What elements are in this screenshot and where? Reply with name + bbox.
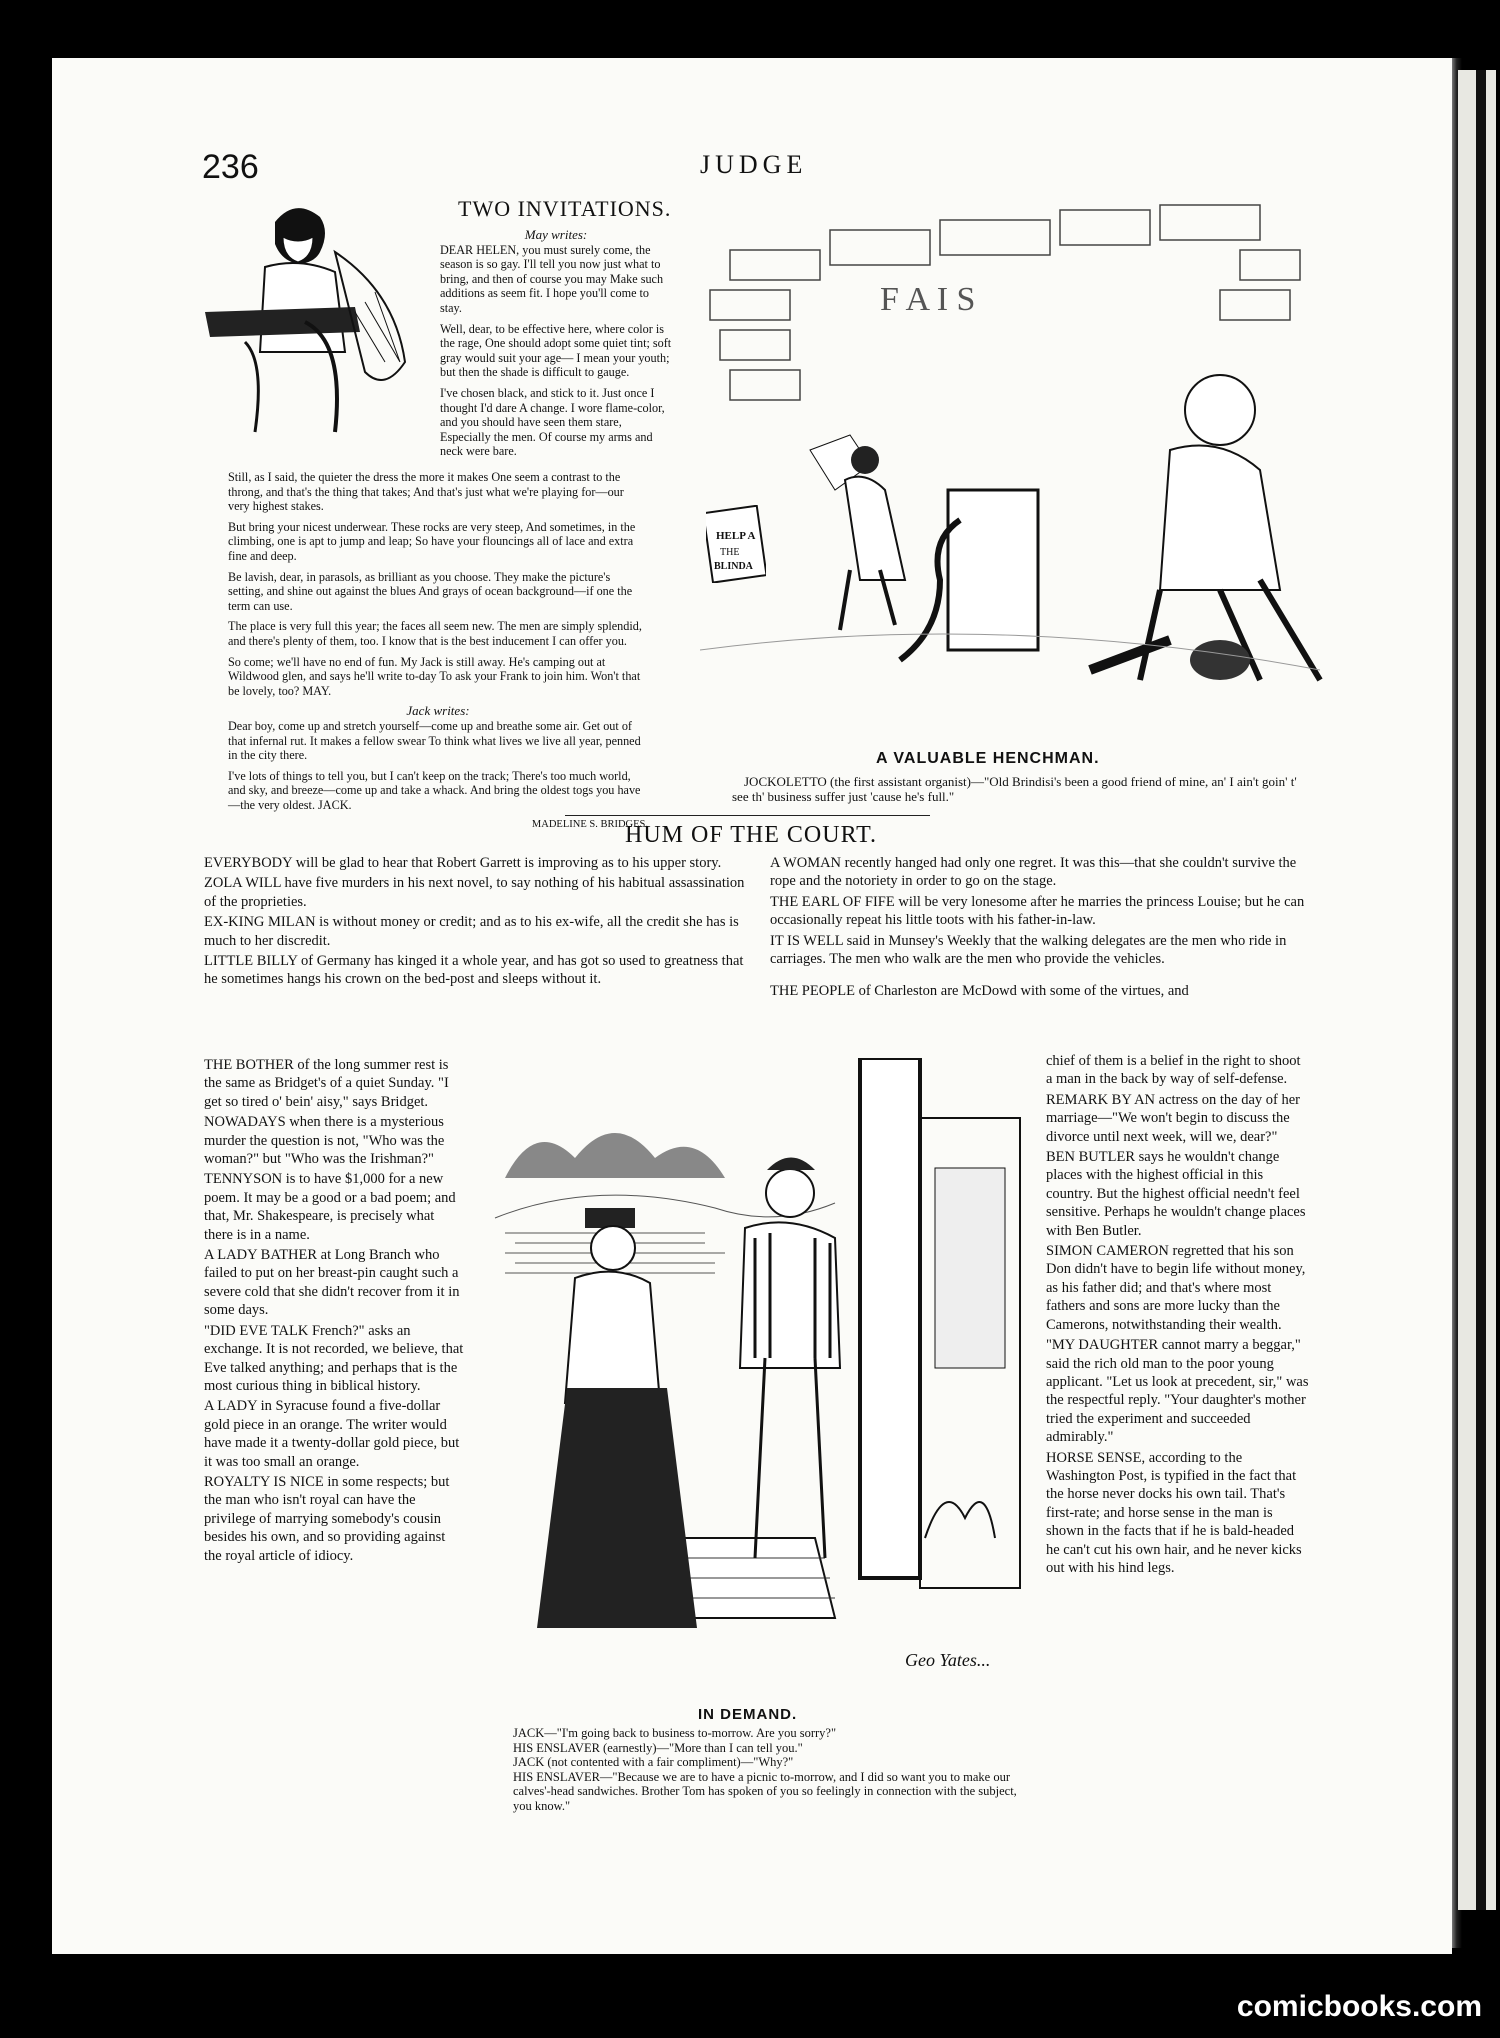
in-demand-title: IN DEMAND. [698, 1706, 798, 1723]
news-item: ROYALTY IS NICE in some respects; but the man who isn't royal can have the privilege of marrying somebody's cousin besides his own, and so providing against the royal article of idiocy. [204, 1473, 450, 1564]
may-letter [440, 228, 672, 465]
poem-continued [228, 470, 648, 833]
poem-stanza: But bring your nicest underwear. These rocks are very steep, And sometimes, in the climbing, one is apt to jump and leap; So have your flouncings all of lace and extra fine and deep. [228, 519, 636, 563]
poem-stanza: Be lavish, dear, in parasols, as brilliant as you choose. They make the picture's setting, and shine out against the blues And grays of ocean background—if one the term can use. [228, 569, 633, 613]
news-item: HORSE SENSE, according to the Washington Post, is typified in the fact that the horse never docks his own tail. That's first-rate; and horse sense in the man is shown in the facts that if he is bald-headed he can't cut his own hair, and he never kicks out with his hind legs. [1046, 1449, 1302, 1576]
hum-left-narrow-column [204, 1056, 466, 1567]
hum-left-column [204, 854, 746, 991]
poem-author: MADELINE S. BRIDGES. [531, 819, 648, 831]
news-item: LITTLE BILLY of Germany has kinged it a whole year, and has got so used to greatness that he sometimes hangs his crown on the bed-post and sleeps without it. [204, 953, 744, 988]
news-item: BEN BUTLER says he wouldn't change places with the highest official in this country. But the highest official needn't feel sensitive. Perhaps he wouldn't change places with Ben Butler. [1046, 1149, 1306, 1239]
dialogue-line: JACK (not contented with a fair compliment)—"Why?" [513, 1755, 794, 1769]
svg-text:HELP A: HELP A [716, 530, 756, 542]
poem-stanza: The place is very full this year; the faces all seem new. The men are simply splendid, and there's plenty of them, too. I know that is the best inducement I can offer you. [228, 619, 642, 648]
jack-byline: Jack writes: [406, 703, 470, 719]
poem-stanza: So come; we'll have no end of fun. My Jack is still away. He's camping out at Wildwood glen, and says he'll write to-day To ask your Frank to join him. Won't that be lovely, too? MAY. [228, 654, 641, 698]
artist-signature: Geo Yates... [905, 1650, 991, 1670]
news-item: chief of them is a belief in the right to shoot a man in the back by way of self-defense. [1046, 1053, 1301, 1088]
news-item: A LADY BATHER at Long Branch who failed to put on her breast-pin caught such a severe cold that she didn't recover from it in some days. [204, 1247, 460, 1319]
dialogue-line: HIS ENSLAVER—"Because we are to have a picnic to-morrow, and I did so want you to make our calves'-head sandwiches. Brother Tom has spoken of you so feelingly in connection with the subject, you know." [513, 1769, 1017, 1813]
poem-stanza: I've chosen black, and stick to it. Just once I thought I'd dare A change. I wore flame-color, and you should have seen them stare, Especially the men. Of course my arms and neck were bare. [440, 385, 665, 459]
svg-text:THE: THE [720, 547, 740, 558]
poem-stanza: Still, as I said, the quieter the dress the more it makes One seem a contrast to the throng, and that's the thing that takes; And that's just what we're playing for—our very highest stakes. [228, 470, 624, 514]
henchman-cartoon [700, 190, 1330, 745]
news-item: "DID EVE TALK French?" asks an exchange. It is not recorded, we believe, that Eve talked anything; and perhaps that is the most curious thing in biblical history. [204, 1322, 464, 1394]
poem-stanza: I've lots of things to tell you, but I can't keep on the track; There's too much world, and sky, and breeze—come up and take a whack. And bring the oldest togs you have—the very oldest. JACK. [228, 768, 641, 812]
page-number: 236 [202, 148, 259, 186]
hum-right-column-top [770, 854, 1308, 1003]
news-item: NOWADAYS when there is a mysterious murder the question is not, "Who was the woman?" but "Who was the Irishman?" [204, 1114, 445, 1168]
svg-text:F A I S: F A I S [880, 281, 976, 318]
news-item: THE PEOPLE of Charleston are McDowd with some of the virtues, and [770, 983, 1189, 1000]
masthead: JUDGE [700, 150, 808, 179]
news-item: EVERYBODY will be glad to hear that Robert Garrett is improving as to his upper story. [204, 855, 722, 871]
news-item: A LADY in Syracuse found a five-dollar gold piece in an orange. The writer would have made it a twenty-dollar gold piece, but it was too small an orange. [204, 1398, 460, 1470]
dialogue-line: JACK—"I'm going back to business to-morrow. Are you sorry?" [513, 1726, 837, 1740]
in-demand-illustration [475, 1058, 1035, 1698]
hum-right-narrow-column [1046, 1052, 1309, 1579]
news-item: THE EARL OF FIFE will be very lonesome after he marries the princess Louise; but he can occasionally repeat his little toots with his father-in-law. [770, 893, 1305, 929]
news-item: THE BOTHER of the long summer rest is the same as Bridget's of a quiet Sunday. "I get so tired o' bein' aisy," says Bridget. [204, 1057, 449, 1110]
site-watermark: comicbooks.com [1236, 1990, 1482, 2023]
woman-writing-illustration [205, 192, 430, 442]
help-the-blind-sign [706, 505, 766, 583]
facing-page-edge [1458, 70, 1496, 1910]
news-item: "MY DAUGHTER cannot marry a beggar," said the rich old man to the poor young applicant. "Let us look at precedent, sir," was the respectful reply. "Your daughter's mother tried the experiment and succeeded admirably." [1046, 1337, 1309, 1446]
section-title: HUM OF THE COURT. [625, 822, 878, 848]
in-demand-dialogue [475, 1726, 1035, 1813]
news-item: SIMON CAMERON regretted that his son Don didn't have to begin life without money, as his father did; and that's where most fathers and sons are more lucky than the Camerons, notwithstanding their wealth. [1046, 1243, 1306, 1333]
poem-stanza: DEAR HELEN, you must surely come, the season is so gay. I'll tell you now just what to bring, and then of course you may Make such additions as seem fit. I hope you'll come to stay. [440, 242, 664, 315]
section-rule [565, 815, 930, 816]
news-item: EX-KING MILAN is without money or credit; and as to his ex-wife, all the credit she has is much to her discredit. [204, 914, 739, 949]
poem-title: TWO INVITATIONS. [458, 196, 672, 221]
dialogue-line: HIS ENSLAVER (earnestly)—"More than I can tell you." [513, 1740, 803, 1755]
henchman-cartoon-caption: JOCKOLETTO (the first assistant organist)—"Old Brindisi's been a good friend of mine, an' I ain't goin' t' see th' business suffer just 'cause he's full." [732, 774, 1297, 804]
news-item: ZOLA WILL have five murders in his next novel, to say nothing of his habitual assassination of the proprieties. [204, 875, 745, 910]
poem-stanza: Dear boy, come up and stretch yourself—come up and breathe some air. Get out of that infernal rut. It makes a fellow swear To think what lives we live all year, penned in the city there. [228, 718, 641, 763]
svg-text:BLINDA: BLINDA [714, 561, 753, 572]
news-item: IT IS WELL said in Munsey's Weekly that the walking delegates are the men who ride in carriages. The men who walk are the men who provide the vehicles. [770, 932, 1287, 968]
poem-stanza: Well, dear, to be effective here, where color is the rage, One should adopt some quiet tint; soft gray would suit your age— I mean your youth; but then the shade is difficult to gauge. [440, 321, 672, 380]
may-byline: May writes: [524, 227, 588, 242]
news-item: A WOMAN recently hanged had only one regret. It was this—that she couldn't survive the rope and the notoriety in order to go on the stage. [770, 855, 1297, 890]
news-item: TENNYSON is to have $1,000 for a new poem. It may be a good or a bad poem; and that, Mr. Shakespeare, is precisely what there is in a name. [204, 1171, 456, 1243]
news-item: REMARK BY AN actress on the day of her marriage—"We won't begin to discuss the divorce until next week, will we, dear?" [1046, 1091, 1300, 1145]
henchman-cartoon-title: A VALUABLE HENCHMAN. [876, 750, 1100, 767]
